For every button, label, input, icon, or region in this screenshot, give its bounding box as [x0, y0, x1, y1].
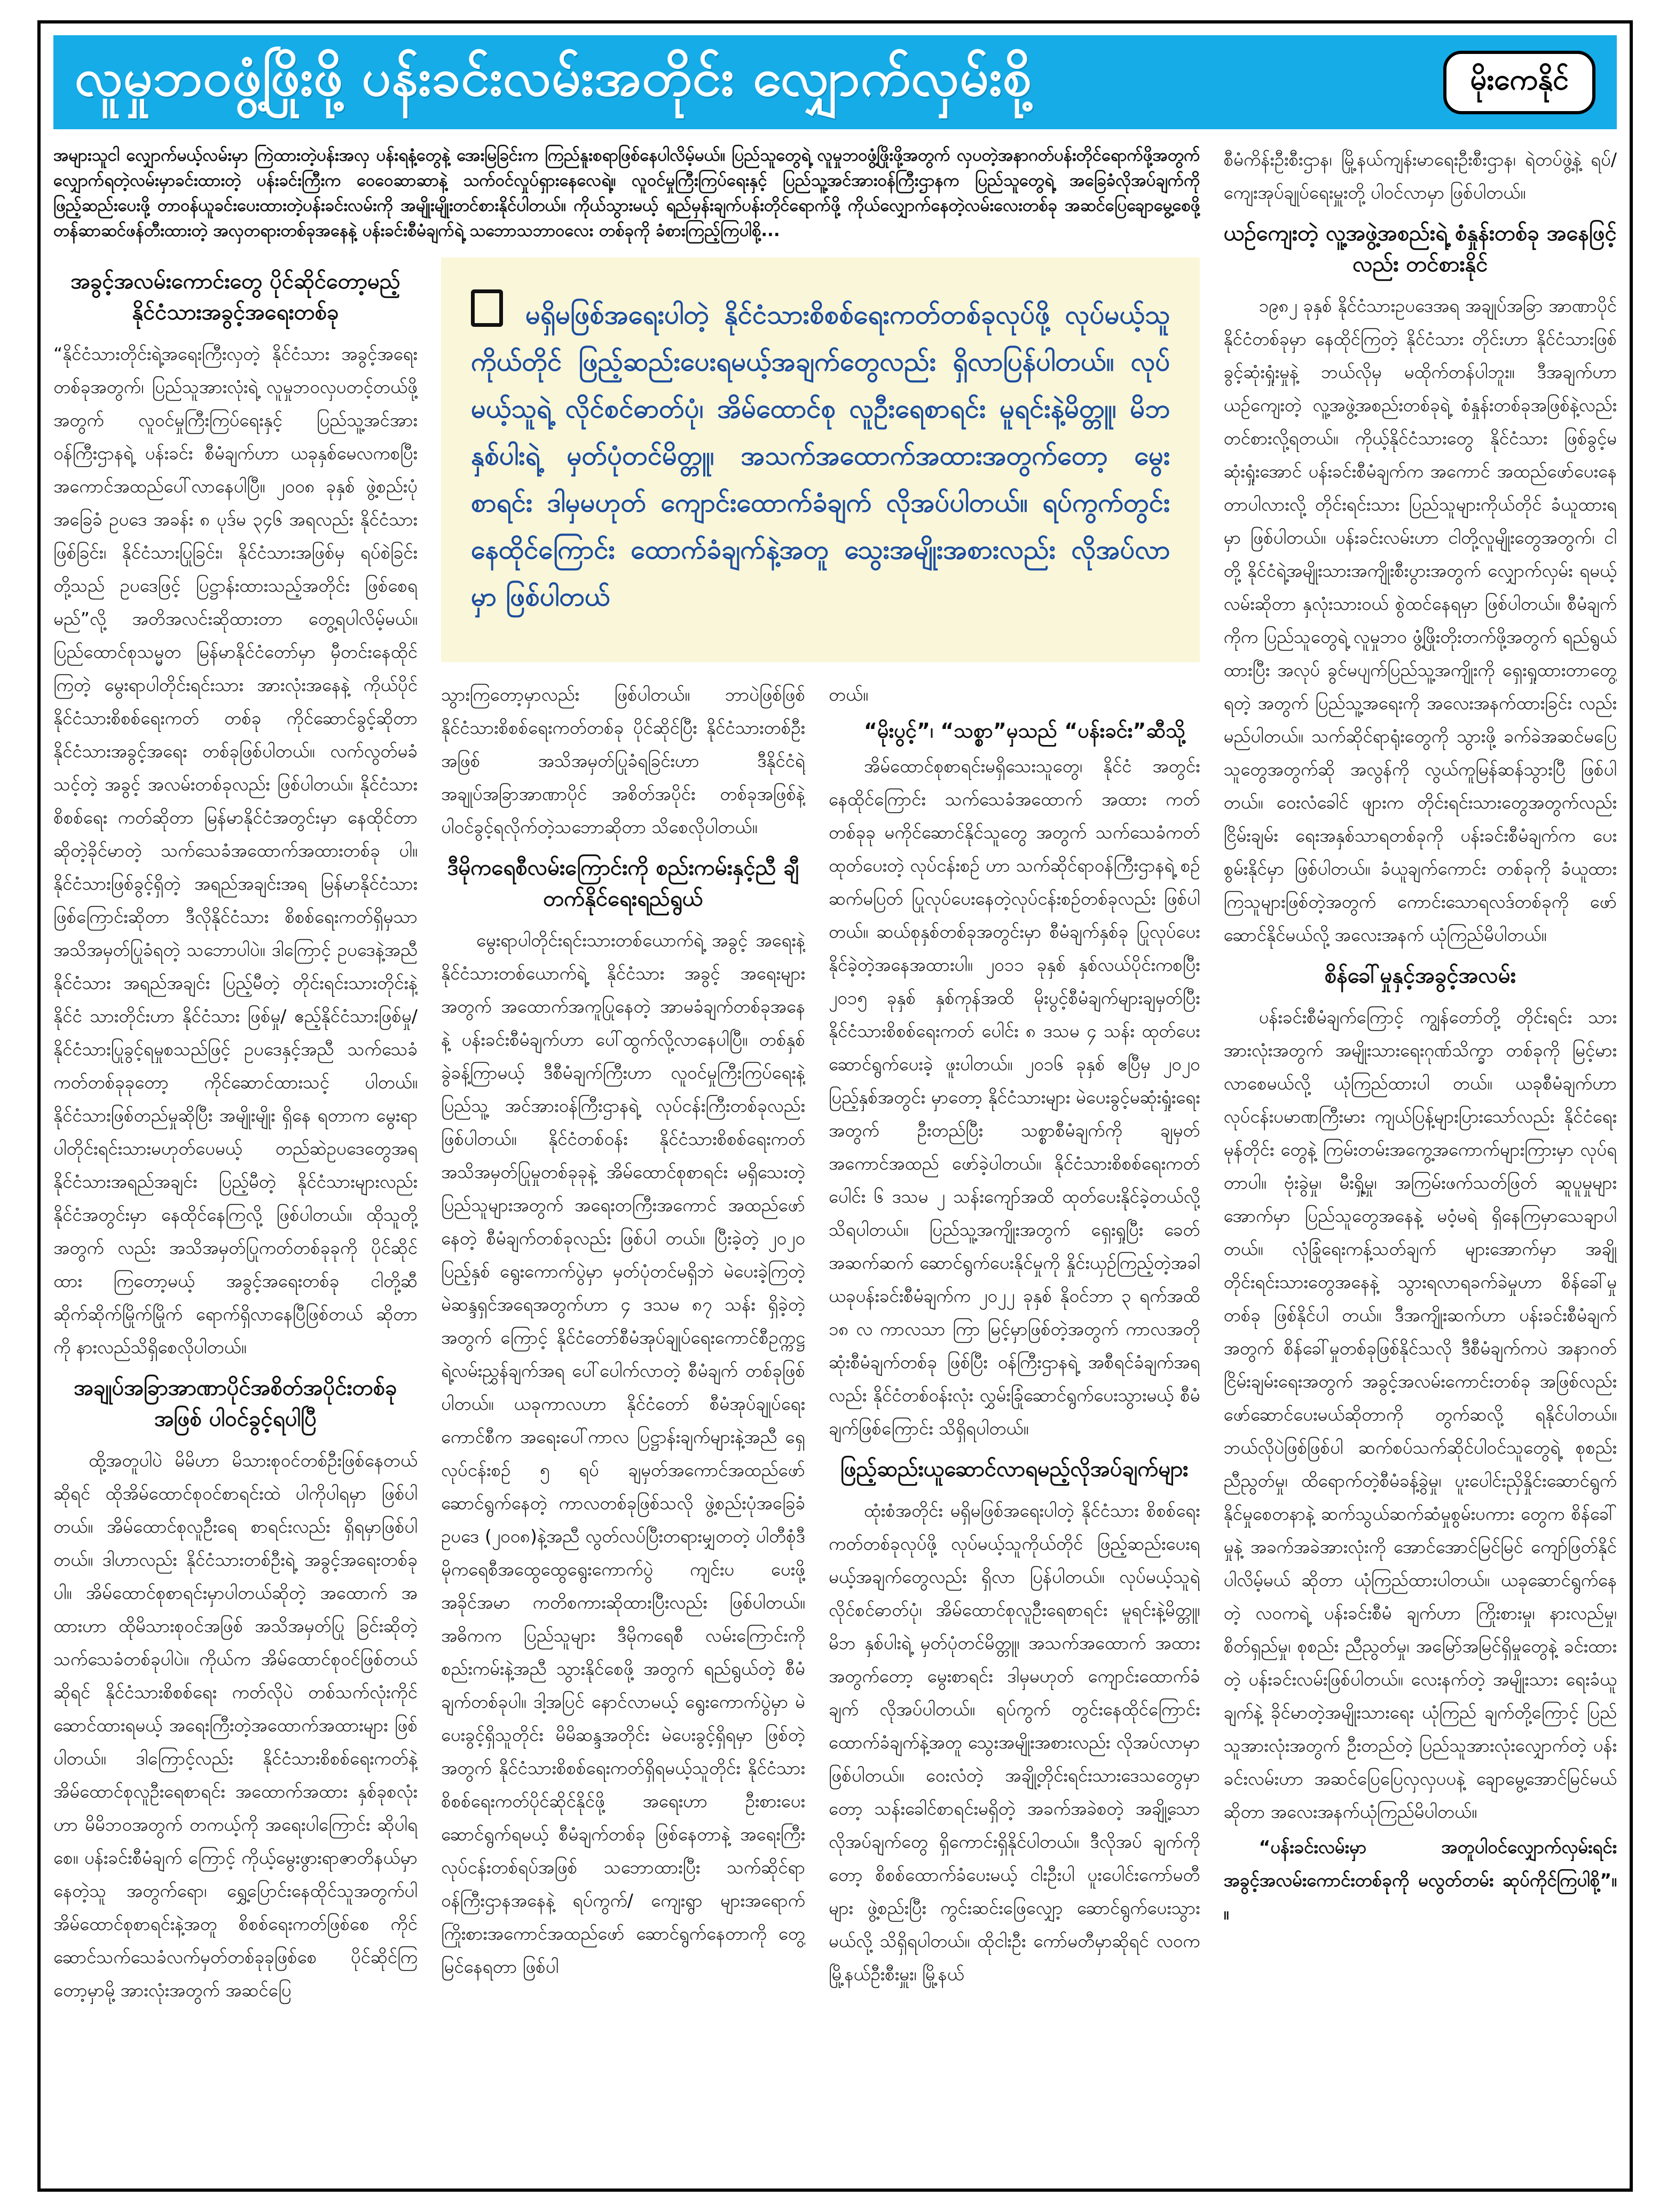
column-1	[53, 257, 418, 2007]
column3-subheading: “မိုးပွင့်”၊ “သစ္စာ”မှသည် “ပန်းခင်း”ဆီသို့	[863, 719, 1185, 742]
column3-paragraph-2: ထုံးစံအတိုင်း မရှိမဖြစ်အရေးပါတဲ့ နိုင်ငံသား စိစစ်ရေးကတ်တစ်ခုလုပ်ဖို့ လုပ်မယ့်သူကိုယ်တိုင် ဖြည့်ဆည်းပေးရမယ့်အချက်တွေလည်း ရှိလာ ပြန်ပါတယ်။ လုပ်မယ့်သူရဲ့ လိုင်စင်ဓာတ်ပုံ၊ အိမ်ထောင်စုလူဦးရေစာရင်း မူရင်းနဲ့မိတ္တူ၊ မိဘ နှစ်ပါးရဲ့ မှတ်ပုံတင်မိတ္တူ၊ အသက်အထောက် အထားအတွက်တော့ မွေးစာရင်း ဒါမှမဟုတ် ကျောင်းထောက်ခံချက် လိုအပ်ပါတယ်။ ရပ်ကွက် တွင်းနေထိုင်ကြောင်း ထောက်ခံချက်နဲ့အတူ သွေးအမျိုးအစားလည်း လိုအပ်လာမှာ ဖြစ်ပါတယ်။ ဝေးလံတဲ့ အချို့တိုင်းရင်းသားဒေသတွေမှာတော့ သန်းခေါင်စာရင်းမရှိတဲ့ အခက်အခဲစတဲ့ အချို့သော လိုအပ်ချက်တွေ ရှိကောင်းရှိနိုင်ပါတယ်။ ဒီလိုအပ် ချက်ကိုတော့ စိစစ်ထောက်ခံပေးမယ့် ငါးဦးပါ ပူးပေါင်းကော်မတီများ ဖွဲ့စည်းပြီး ကွင်းဆင်းဖြေလျှော့ ဆောင်ရွက်ပေးသွားမယ်လို့ သိရှိရပါတယ်။ ထိုငါးဦး ကော်မတီမှာဆိုရင် လဝကမြို့နယ်ဦးစီးမှူး၊ မြို့နယ်	[828, 1500, 1200, 1984]
column2-paragraph-2: မွေးရာပါတိုင်းရင်းသားတစ်ယောက်ရဲ့ အခွင့် အရေးနဲ့ နိုင်ငံသားတစ်ယောက်ရဲ့ နိုင်ငံသား အခွင့် အရေးများအတွက် အထောက်အကူပြုနေတဲ့ အာမခံချက်တစ်ခုအနေနဲ့ ပန်းခင်းစီမံချက်ဟာ ပေါ်ထွက်လို့လာနေပါပြီ။ တစ်နှစ်ခွဲခန့်ကြာမယ့် ဒီစီမံချက်ကြီးဟာ လူဝင်မှုကြီးကြပ်ရေးနဲ့ ပြည်သူ့ အင်အားဝန်ကြီးဌာနရဲ့ လုပ်ငန်းကြီးတစ်ခုလည်း ဖြစ်ပါတယ်။ နိုင်ငံတစ်ဝန်း နိုင်ငံသားစိစစ်ရေးကတ် အသိအမှတ်ပြုမှုတစ်ခုခုနဲ့ အိမ်ထောင်စုစာရင်း မရှိသေးတဲ့ပြည်သူများအတွက် အရေးတကြီးအကောင် အထည်ဖော်နေတဲ့ စီမံချက်တစ်ခုလည်း ဖြစ်ပါ တယ်။ ပြီးခဲ့တဲ့ ၂၀၂၀ ပြည့်နှစ် ရွေးကောက်ပွဲမှာ မှတ်ပုံတင်မရှိဘဲ မဲပေးခဲ့ကြတဲ့ မဲဆန္ဒရှင်အရေအတွက်ဟာ ၄ ဒသမ ၈၇ သန်း ရှိခဲ့တဲ့အတွက် ကြောင့် နိုင်ငံတော်စီမံအုပ်ချုပ်ရေးကောင်စီဥက္ကဋ္ဌ ရဲ့လမ်းညွှန်ချက်အရ ပေါ်ပေါက်လာတဲ့ စီမံချက် တစ်ခုဖြစ်ပါတယ်။ ယခုကာလဟာ နိုင်ငံတော် စီမံအုပ်ချုပ်ရေးကောင်စီက အရေးပေါ်ကာလ ပြဋ္ဌာန်းချက်များနဲ့အညီ ရှေ့လုပ်ငန်းစဉ် ၅ ရပ် ချမှတ်အကောင်အထည်ဖော် ဆောင်ရွက်နေတဲ့ ကာလတစ်ခုဖြစ်သလို ဖွဲ့စည်းပုံအခြေခံဥပဒေ (၂၀၀၈)နဲ့အညီ လွတ်လပ်ပြီးတရားမျှတတဲ့ ပါတီစုံဒီမိုကရေစီအထွေထွေရွေးကောက်ပွဲ ကျင်းပ ပေးဖို့ အခိုင်အမာ ကတိစကားဆိုထားပြီးလည်း ဖြစ်ပါတယ်။ အဓိကက ပြည်သူများ ဒီမိုကရေစီ လမ်းကြောင်းကို စည်းကမ်းနဲ့အညီ သွားနိုင်စေဖို့ အတွက် ရည်ရွယ်တဲ့ စီမံချက်တစ်ခုပါ။ ဒါ့အပြင် နောင်လာမယ့် ရွေးကောက်ပွဲမှာ မဲပေးခွင့်ရှိသူတိုင်း မိမိဆန္ဒအတိုင်း မဲပေးခွင့်ရှိရမှာ ဖြစ်တဲ့အတွက် နိုင်ငံသားစိစစ်ရေးကတ်ရှိရမယ့်သူတိုင်း နိုင်ငံသား စိစစ်ရေးကတ်ပိုင်ဆိုင်နိုင်ဖို့ အရေးဟာ ဦးစားပေး ဆောင်ရွက်ရမယ့် စီမံချက်တစ်ခု ဖြစ်နေတာနဲ့ အရေးကြီးလုပ်ငန်းတစ်ရပ်အဖြစ် သဘောထားပြီး သက်ဆိုင်ရာဝန်ကြီးဌာနအနေနဲ့ ရပ်ကွက်/ ကျေးရွာ များအရောက် ကြိုးစားအကောင်အထည်ဖော် ဆောင်ရွက်နေတာကို တွေ့မြင်နေရတာ ဖြစ်ပါ	[441, 930, 805, 1977]
column4-paragraph-2: ပန်းခင်းစီမံချက်ကြောင့် ကျွန်တော်တို့ တိုင်းရင်း သားအားလုံးအတွက် အမျိုးသားရေးဂုဏ်သိက္ခာ တစ်ခုကို မြင့်မားလာစေမယ်လို့ ယုံကြည်ထားပါ တယ်။ ယခုစီမံချက်ဟာ လုပ်ငန်းပမာဏကြီးမား ကျယ်ပြန့်များပြားသော်လည်း နိုင်ငံရေးမုန်တိုင်း တွေနဲ့ ကြမ်းတမ်းအကွေ့အကောက်များကြားမှာ လုပ်ရတာပါ။ ဗုံးခွဲမှု၊ မီးရှို့မှု၊ အကြမ်းဖက်သတ်ဖြတ် ဆူပူမှုများအောက်မှာ ပြည်သူတွေအနေနဲ့ မဝံ့မရဲ ရှိနေကြမှာသေချာပါတယ်။ လုံခြုံရေးကန့်သတ်ချက် များအောက်မှာ အချို့တိုင်းရင်းသားတွေအနေနဲ့ သွားရလာရခက်ခဲမှုဟာ စိန်ခေါ်မှုတစ်ခု ဖြစ်နိုင်ပါ တယ်။ ဒီအကျိုးဆက်ဟာ ပန်းခင်းစီမံချက်အတွက် စိန်ခေါ်မှုတစ်ခုဖြစ်နိုင်သလို ဒီစီမံချက်ကပဲ အနာဂတ် ငြိမ်းချမ်းရေးအတွက် အခွင့်အလမ်းကောင်းတစ်ခု အဖြစ်လည်း ဖော်ဆောင်ပေးမယ်ဆိုတာကို တွက်ဆလို့ ရနိုင်ပါတယ်။ ဘယ်လိုပဲဖြစ်ဖြစ်ပါ ဆက်စပ်သက်ဆိုင်ပါဝင်သူတွေရဲ့ စုစည်းညီညွတ်မှု၊ ထိရောက်တဲ့စီမံခန့်ခွဲမှု၊ ပူးပေါင်းညှိနှိုင်းဆောင်ရွက် နိုင်မှုစေတနာနဲ့ ဆက်သွယ်ဆက်ဆံမှုစွမ်းပကား တွေက စိန်ခေါ်မှုနဲ့ အခက်အခဲအားလုံးကို အောင်အောင်မြင်မြင် ကျော်ဖြတ်နိုင်ပါလိမ့်မယ် ဆိုတာ ယုံကြည်ထားပါတယ်။ ယခုဆောင်ရွက်နေတဲ့ လဝကရဲ့ ပန်းခင်းစီမံ ချက်ဟာ ကြိုးစားမှု၊ နားလည်မှု၊ စိတ်ရှည်မှု၊ စုစည်း ညီညွတ်မှု၊ အမြော်အမြင်ရှိမှုတွေနဲ့ ခင်းထားတဲ့ ပန်းခင်းလမ်းဖြစ်ပါတယ်။ လေးနက်တဲ့ အမျိုးသား ရေးခံယူချက်နဲ့ ခိုင်မာတဲ့အမျိုးသားရေး ယုံကြည် ချက်တို့ကြောင့် ပြည်သူအားလုံးအတွက် ဦးတည်တဲ့ ပြည်သူအားလုံးလျှောက်တဲ့ ပန်းခင်းလမ်းဟာ အဆင်ပြေပြေလှလှပပနဲ့ ချောမွေ့အောင်မြင်မယ် ဆိုတာ အလေးအနက်ယုံကြည်မိပါတယ်။	[1223, 1007, 1617, 1822]
column1-heading-2: အချုပ်အခြာအာဏာပိုင်အစိတ်အပိုင်းတစ်ခုအဖြစ် ပါဝင်ခွင့်ရပါပြီ	[74, 1376, 397, 1431]
column-4	[1223, 143, 1617, 2007]
column1-paragraph-1: “နိုင်ငံသားတိုင်းရဲ့အရေးကြီးလှတဲ့ နိုင်ငံသား အခွင့်အရေးတစ်ခုအတွက်၊ ပြည်သူအားလုံးရဲ့ လူမှုဘဝလှပတင့်တယ်ဖို့အတွက် လူဝင်မှုကြီးကြပ်ရေးနှင့် ပြည်သူ့အင်အားဝန်ကြီးဌာနရဲ့ ပန်းခင်း စီမံချက်ဟာ ယခုနှစ်မေလကစပြီး အကောင်အထည်ပေါ်လာနေပါပြီ။ ၂၀၀၈ ခုနှစ် ဖွဲ့စည်းပုံအခြေခံ ဥပဒေ အခန်း ၈ ပုဒ်မ ၃၄၆ အရလည်း နိုင်ငံသားဖြစ်ခြင်း၊ နိုင်ငံသားပြုခြင်း၊ နိုင်ငံသားအဖြစ်မှ ရပ်စဲခြင်းတို့သည် ဥပဒေဖြင့် ပြဋ္ဌာန်းထားသည့်အတိုင်း ဖြစ်စေရမည်”လို့ အတိအလင်းဆိုထားတာ တွေ့ရပါလိမ့်မယ်။ ပြည်ထောင်စုသမ္မတ မြန်မာနိုင်ငံတော်မှာ မှီတင်းနေထိုင်ကြတဲ့ မွေးရာပါတိုင်းရင်းသား အားလုံးအနေနဲ့ ကိုယ်ပိုင်နိုင်ငံသားစိစစ်ရေးကတ် တစ်ခု ကိုင်ဆောင်ခွင့်ဆိုတာ နိုင်ငံသားအခွင့်အရေး တစ်ခုဖြစ်ပါတယ်။ လက်လွတ်မခံသင့်တဲ့ အခွင့် အလမ်းတစ်ခုလည်း ဖြစ်ပါတယ်။ နိုင်ငံသားစိစစ်ရေး ကတ်ဆိုတာ မြန်မာနိုင်ငံအတွင်းမှာ နေထိုင်တာ ဆိုတဲ့ခိုင်မာတဲ့ သက်သေခံအထောက်အထားတစ်ခု ပါ။ နိုင်ငံသားဖြစ်ခွင့်ရှိတဲ့ အရည်အချင်းအရ မြန်မာနိုင်ငံသားဖြစ်ကြောင်းဆိုတာ ဒီလိုနိုင်ငံသား စိစစ်ရေးကတ်ရှိမှသာ အသိအမှတ်ပြုခံရတဲ့ သဘောပါပဲ။ ဒါကြောင့် ဥပဒေနဲ့အညီ နိုင်ငံသား အရည်အချင်း ပြည့်မီတဲ့ တိုင်းရင်းသားတိုင်းနဲ့ နိုင်ငံ သားတိုင်းဟာ နိုင်ငံသား ဖြစ်မှု/ ဧည့်နိုင်ငံသားဖြစ်မှု/ နိုင်ငံသားပြုခွင့်ရမှုစသည်ဖြင့် ဥပဒေနှင့်အညီ သက်သေခံကတ်တစ်ခုခုတော့ ကိုင်ဆောင်ထားသင့် ပါတယ်။ နိုင်ငံသားဖြစ်တည်မှုဆိုပြီး အမျိုးမျိုး ရှိနေ ရတာက မွေးရာပါတိုင်းရင်းသားမဟုတ်ပေမယ့် တည်ဆဲဥပဒေတွေအရ နိုင်ငံသားအရည်အချင်း ပြည့်မီတဲ့ နိုင်ငံသားများလည်း နိုင်ငံအတွင်းမှာ နေထိုင်နေကြလို့ ဖြစ်ပါတယ်။ ထိုသူတို့အတွက် လည်း အသိအမှတ်ပြုကတ်တစ်ခုခုကို ပိုင်ဆိုင်ထား ကြတော့မယ့် အခွင့်အရေးတစ်ခု ငါတို့ဆီ ဆိုက်ဆိုက်မြိုက်မြိုက် ရောက်ရှိလာနေပြီဖြစ်တယ် ဆိုတာကို နားလည်သိရှိစေလိုပါတယ်။	[53, 343, 418, 1358]
pull-quote-box	[441, 257, 1200, 662]
author-byline-badge: မိုးကေနိုင်	[1443, 51, 1595, 114]
intro-lede: အများသူငါ လျှောက်မယ့်လမ်းမှာ ကြဲထားတဲ့ပန်းအလှ ပန်းရနံ့တွေနဲ့ အေးမြခြင်းက ကြည်နူးစရာဖြစ်နေပါလိမ့်မယ်။ ပြည်သူတွေရဲ့ လူမှုဘဝဖွံ့ဖြိုးဖို့အတွက် လှပတဲ့အနာဂတ်ပန်းတိုင်ရောက်ဖို့အတွက် လျှောက်ရတဲ့လမ်းမှာခင်းထားတဲ့ ပန်းခင်းကြီးက ဝေဝေဆာဆာနဲ့ သက်ဝင်လှုပ်ရှားနေလေရဲ့။ လူဝင်မှုကြီးကြပ်ရေးနှင့် ပြည်သူ့အင်အားဝန်ကြီးဌာနက ပြည်သူတွေရဲ့ အခြေခံလိုအပ်ချက်ကို ဖြည့်ဆည်းပေးဖို့ တာဝန်ယူခင်းပေးထားတဲ့ပန်းခင်းလမ်းကို အမျိုးမျိုးတင်စားနိုင်ပါတယ်။ ကိုယ်သွားမယ့် ရည်မှန်းချက်ပန်းတိုင်ရောက်ဖို့ ကိုယ်လျှောက်နေတဲ့လမ်းလေးတစ်ခု အဆင်ပြေချောမွေ့စေဖို့ တန်ဆာဆင်ဖန်တီးထားတဲ့ အလှတရားတစ်ခုအနေနဲ့ ပန်းခင်းစီမံချက်ရဲ့ သဘောသဘာဝလေး တစ်ခုကို ခံစားကြည့်ကြပါစို့...	[53, 146, 1200, 240]
masthead	[53, 35, 1617, 129]
checkbox-bullet-icon	[471, 289, 503, 327]
column4-closing-quote: “ပန်းခင်းလမ်းမှာ အတူပါဝင်လျှောက်လှမ်းရင်း အခွင့်အလမ်းကောင်းတစ်ခုကို မလွတ်တမ်း ဆုပ်ကိုင်ကြပါစို့”။ ။	[1223, 1837, 1617, 1924]
column4-paragraph-0: စီမံကိန်းဦးစီးဌာန၊ မြို့နယ်ကျန်းမာရေးဦးစီးဌာန၊ ရဲတပ်ဖွဲ့နဲ့ ရပ်/ကျေးအုပ်ချုပ်ရေးမှူးတို့ ပါဝင်လာမှာ ဖြစ်ပါတယ်။	[1223, 149, 1617, 203]
column3-paragraph-0: တယ်။	[828, 684, 869, 705]
column4-heading-2: စိန်ခေါ်မှုနှင့်အခွင့်အလမ်း	[1324, 963, 1516, 988]
column-2	[441, 678, 805, 2007]
column3-heading: ဖြည့်ဆည်းယူဆောင်လာရမည့်လိုအပ်ချက်များ	[840, 1457, 1189, 1481]
article-title: လူမှုဘဝဖွံ့ဖြိုးဖို့ ပန်းခင်းလမ်းအတိုင်း လျှောက်လှမ်းစို့	[75, 48, 1032, 107]
page-frame	[37, 20, 1633, 2192]
column-3	[829, 678, 1200, 2007]
pull-quote-body: မရှိမဖြစ်အရေးပါတဲ့ နိုင်ငံသားစိစစ်ရေးကတ်တစ်ခုလုပ်ဖို့ လုပ်မယ့်သူကိုယ်တိုင် ဖြည့်ဆည်းပေးရမယ့်အချက်တွေလည်း ရှိလာပြန်ပါတယ်။ လုပ်မယ့်သူရဲ့ လိုင်စင်ဓာတ်ပုံ၊ အိမ်ထောင်စု လူဦးရေစာရင်း မူရင်းနဲ့မိတ္တူ၊ မိဘနှစ်ပါးရဲ့ မှတ်ပုံတင်မိတ္တူ၊ အသက်အထောက်အထားအတွက်တော့ မွေးစာရင်း ဒါမှမဟုတ် ကျောင်းထောက်ခံချက် လိုအပ်ပါတယ်။ ရပ်ကွက်တွင်း နေထိုင်ကြောင်း ထောက်ခံချက်နဲ့အတူ သွေးအမျိုးအစားလည်း လိုအပ်လာမှာ ဖြစ်ပါတယ်	[470, 300, 1170, 612]
column3-paragraph-1: အိမ်ထောင်စုစာရင်းမရှိသေးသူတွေ၊ နိုင်ငံ အတွင်းနေထိုင်ကြောင်း သက်သေခံအထောက် အထား ကတ်တစ်ခုခု မကိုင်ဆောင်နိုင်သူတွေ အတွက် သက်သေခံကတ်ထုတ်ပေးတဲ့ လုပ်ငန်းစဉ် ဟာ သက်ဆိုင်ရာဝန်ကြီးဌာနရဲ့ စဉ်ဆက်မပြတ် ပြုလုပ်ပေးနေတဲ့လုပ်ငန်းစဉ်တစ်ခုလည်း ဖြစ်ပါ တယ်။ ဆယ်စုနှစ်တစ်ခုအတွင်းမှာ စီမံချက်နှစ်ခု ပြုလုပ်ပေးနိုင်ခဲ့တဲ့အနေအထားပါ။ ၂၀၁၁ ခုနှစ် နှစ်လယ်ပိုင်းကစပြီး ၂၀၁၅ ခုနှစ် နှစ်ကုန်အထိ မိုးပွင့်စီမံချက်များချမှတ်ပြီး နိုင်ငံသားစိစစ်ရေးကတ် ပေါင်း ၈ ဒသမ ၄ သန်း ထုတ်ပေးဆောင်ရွက်ပေးခဲ့ ဖူးပါတယ်။ ၂၀၁၆ ခုနှစ် ဧပြီမှ ၂၀၂၀ ပြည့်နှစ်အတွင်း မှာတော့ နိုင်ငံသားများ မဲပေးခွင့်မဆုံးရှုံးရေးအတွက် ဦးတည်ပြီး သစ္စာစီမံချက်ကို ချမှတ်အကောင်အထည် ဖော်ခဲ့ပါတယ်။ နိုင်ငံသားစိစစ်ရေးကတ်ပေါင်း ၆ ဒသမ ၂ သန်းကျော်အထိ ထုတ်ပေးနိုင်ခဲ့တယ်လို့ သိရပါတယ်။ ပြည်သူ့အကျိုးအတွက် ရှေးရှုပြီး ခေတ်အဆက်ဆက် ဆောင်ရွက်ပေးနိုင်မှုကို နှိုင်းယှဉ်ကြည့်တဲ့အခါ ယခုပန်းခင်းစီမံချက်က ၂၀၂၂ ခုနှစ် နိုဝင်ဘာ ၃ ရက်အထိ ၁၈ လ ကာလသာ ကြာ မြင့်မှာဖြစ်တဲ့အတွက် ကာလအတိုဆုံးစီမံချက်တစ်ခု ဖြစ်ပြီး ဝန်ကြီးဌာနရဲ့ အစီရင်ခံချက်အရလည်း နိုင်ငံတစ်ဝန်းလုံး လွှမ်းခြုံဆောင်ရွက်ပေးသွားမယ့် စီမံချက်ဖြစ်ကြောင်း သိရှိရပါတယ်။	[828, 756, 1200, 1439]
column2-paragraph-1: သွားကြတော့မှာလည်း ဖြစ်ပါတယ်။ ဘာပဲဖြစ်ဖြစ် နိုင်ငံသားစိစစ်ရေးကတ်တစ်ခု ပိုင်ဆိုင်ပြီး နိုင်ငံသားတစ်ဦးအဖြစ် အသိအမှတ်ပြုခံရခြင်းဟာ ဒီနိုင်ငံရဲ့ အချုပ်အခြာအာဏာပိုင် အစိတ်အပိုင်း တစ်ခုအဖြစ်နဲ့ ပါဝင်ခွင့်ရလိုက်တဲ့သဘောဆိုတာ သိစေလိုပါတယ်။	[441, 684, 805, 837]
column4-paragraph-1: ၁၉၈၂ ခုနှစ် နိုင်ငံသားဥပဒေအရ အချုပ်အခြာ အာဏာပိုင် နိုင်ငံတစ်ခုမှာ နေထိုင်ကြတဲ့ နိုင်ငံသား တိုင်းဟာ နိုင်ငံသားဖြစ်ခွင့်ဆုံးရှုံးမှုနဲ့ ဘယ်လိုမှ မထိုက်တန်ပါဘူး။ ဒီအချက်ဟာ ယဉ်ကျေးတဲ့ လူ့အဖွဲ့အစည်းတစ်ခုရဲ့ စံနှုန်းတစ်ခုအဖြစ်နဲ့လည်း တင်စားလို့ရတယ်။ ကိုယ့်နိုင်ငံသားတွေ နိုင်ငံသား ဖြစ်ခွင့်မဆုံးရှုံးအောင် ပန်းခင်းစီမံချက်က အကောင် အထည်ဖော်ပေးနေတာပါလားလို့ တိုင်းရင်းသား ပြည်သူများကိုယ်တိုင် ခံယူထားရမှာ ဖြစ်ပါတယ်။ ပန်းခင်းလမ်းဟာ ငါတို့လူမျိုးတွေအတွက်၊ ငါတို့ နိုင်ငံရဲ့အမျိုးသားအကျိုးစီးပွားအတွက် လျှောက်လှမ်း ရမယ့်လမ်းဆိုတာ နှလုံးသားဝယ် စွဲထင်နေရမှာ ဖြစ်ပါတယ်။ စီမံချက်ကိုက ပြည်သူတွေရဲ့ လူမှုဘဝ ဖွံ့ဖြိုးတိုးတက်ဖို့အတွက် ရည်ရွယ်ထားပြီး အလုပ် ခွင်မပျက်ပြည်သူ့အကျိုးကို ရှေးရှုထားတာတွေ့ရတဲ့ အတွက် ပြည်သူ့အရေးကို အလေးအနက်ထားခြင်း လည်းမည်ပါတယ်။ သက်ဆိုင်ရာရုံးတွေကို သွားဖို့ ခက်ခဲအဆင်မပြေသူတွေအတွက်ဆို အလွန်ကို လွယ်ကူမြန်ဆန်သွားပြီ ဖြစ်ပါတယ်။ ဝေးလံခေါင် ဖျားက တိုင်းရင်းသားတွေအတွက်လည်း ငြိမ်းချမ်း ရေးအနှစ်သာရတစ်ခုကို ပန်းခင်းစီမံချက်က ပေးစွမ်းနိုင်မှာ ဖြစ်ပါတယ်။ ခံယူချက်ကောင်း တစ်ခုကို ခံယူထားကြသူများဖြစ်တဲ့အတွက် ကောင်းသောရလဒ်တစ်ခုကို ဖော်ဆောင်နိုင်မယ်လို့ အလေးအနက် ယုံကြည်မိပါတယ်။	[1223, 295, 1617, 945]
pull-quote-text	[471, 289, 1170, 621]
article-body	[53, 143, 1617, 2151]
column4-heading-1: ယဉ်ကျေးတဲ့ လူ့အဖွဲ့အစည်းရဲ့ စံနှုန်းတစ်ခု အနေဖြင့်လည်း တင်စားနိုင်	[1223, 221, 1617, 277]
column2-heading: ဒီမိုကရေစီလမ်းကြောင်းကို စည်းကမ်းနှင့်ညီ ချီတက်နိုင်ရေးရည်ရွယ်	[447, 856, 799, 911]
column1-paragraph-2: ထို့အတူပါပဲ မိမိဟာ မိသားစုဝင်တစ်ဦးဖြစ်နေတယ်ဆိုရင် ထိုအိမ်ထောင်စုဝင်စာရင်းထဲ ပါကိုပါရမှာ ဖြစ်ပါတယ်။ အိမ်ထောင်စုလူဦးရေ စာရင်းလည်း ရှိရမှာဖြစ်ပါတယ်။ ဒါဟာလည်း နိုင်ငံသားတစ်ဦးရဲ့ အခွင့်အရေးတစ်ခုပါ။ အိမ်ထောင်စုစာရင်းမှာပါတယ်ဆိုတဲ့ အထောက် အထားဟာ ထိုမိသားစုဝင်အဖြစ် အသိအမှတ်ပြု ခြင်းဆိုတဲ့ သက်သေခံတစ်ခုပါပဲ။ ကိုယ်က အိမ်ထောင်စုဝင်ဖြစ်တယ်ဆိုရင် နိုင်ငံသားစိစစ်ရေး ကတ်လိုပဲ တစ်သက်လုံးကိုင်ဆောင်ထားရမယ့် အရေးကြီးတဲ့အထောက်အထားများ ဖြစ်ပါတယ်။ ဒါကြောင့်လည်း နိုင်ငံသားစိစစ်ရေးကတ်နဲ့ အိမ်ထောင်စုလူဦးရေစာရင်း အထောက်အထား နှစ်ခုစလုံးဟာ မိမိဘဝအတွက် တကယ့်ကို အရေးပါကြောင်း ဆိုပါရစေ။ ပန်းခင်းစီမံချက် ကြောင့် ကိုယ့်မွေးဖွားရာဇာတိနယ်မှာနေတဲ့သူ အတွက်ရော၊ ရွှေ့ပြောင်းနေထိုင်သူအတွက်ပါ အိမ်ထောင်စုစာရင်းနဲ့အတူ စိစစ်ရေးကတ်ဖြစ်စေ ကိုင်ဆောင်သက်သေခံလက်မှတ်တစ်ခုခုဖြစ်စေ ပိုင်ဆိုင်ကြတော့မှာမို့ အားလုံးအတွက် အဆင်ပြေ	[53, 1450, 418, 2001]
column1-heading-1: အခွင့်အလမ်းကောင်းတွေ ပိုင်ဆိုင်တော့မည့် နိုင်ငံသားအခွင့်အရေးတစ်ခု	[70, 269, 400, 325]
